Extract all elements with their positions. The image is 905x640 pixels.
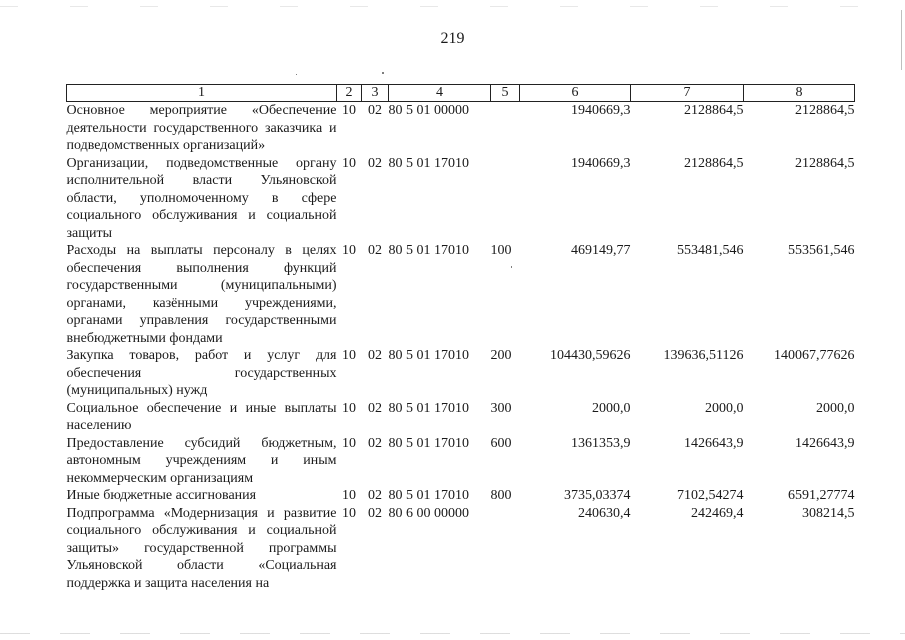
- column-header: 2: [337, 85, 362, 102]
- subsection-code: 02: [368, 243, 382, 258]
- expense-type-code: 200: [490, 348, 512, 363]
- amount-col7: 1426643,9: [684, 435, 744, 451]
- amount-col6: 104430,59626: [550, 348, 631, 363]
- column-header: 4: [389, 85, 491, 102]
- table-row: [67, 435, 855, 488]
- expense-type-code: 100: [490, 243, 512, 258]
- amount-col6: 1940669,3: [571, 103, 631, 118]
- amount-col7: 553481,546: [677, 243, 744, 258]
- row-description: Предоставление субсидий бюджетным, автономным учреждениям и иным некоммерческим организациям: [66, 435, 337, 486]
- amount-col8: 1426643,9: [795, 435, 855, 451]
- amount-col6: 2000,0: [592, 400, 631, 416]
- amount-col8: 553561,546: [788, 243, 855, 258]
- table-row: [67, 505, 855, 593]
- target-article-code: 80 5 01 17010: [388, 488, 469, 503]
- section-code: 10: [342, 348, 356, 363]
- column-header: 5: [491, 85, 520, 102]
- subsection-code: 02: [368, 348, 382, 363]
- row-description: Социальное обеспечение и иные выплаты населению: [66, 400, 337, 433]
- section-code: 10: [342, 488, 356, 503]
- table-row: [67, 487, 855, 505]
- target-article-code: 80 5 01 17010: [388, 435, 469, 451]
- row-description: Организации, подведомственные органу исполнительной власти Ульяновской области, уполномоченному в сфере социального обслуживания и социальной защиты: [66, 155, 337, 241]
- row-description: Основное мероприятие «Обеспечение деятельности государственного заказчика и подведомственных организаций»: [66, 103, 337, 153]
- column-header: 1: [67, 85, 337, 102]
- section-code: 10: [342, 155, 356, 171]
- subsection-code: 02: [368, 435, 382, 451]
- amount-col8: 2000,0: [816, 400, 855, 416]
- scan-edge-bottom: [0, 633, 905, 634]
- column-header: 3: [362, 85, 389, 102]
- row-description: Иные бюджетные ассигнования: [66, 488, 257, 503]
- subsection-code: 02: [368, 155, 382, 171]
- section-code: 10: [342, 103, 356, 118]
- target-article-code: 80 6 00 00000: [388, 505, 469, 521]
- target-article-code: 80 5 01 17010: [388, 400, 469, 416]
- amount-col6: 1940669,3: [571, 155, 631, 171]
- amount-col6: 1361353,9: [571, 435, 631, 451]
- amount-col8: 2128864,5: [795, 155, 855, 171]
- amount-col8: 2128864,5: [795, 103, 855, 118]
- subsection-code: 02: [368, 488, 382, 503]
- amount-col8: 308214,5: [802, 505, 855, 521]
- section-code: 10: [342, 505, 356, 521]
- column-header: 8: [744, 85, 855, 102]
- budget-table: [66, 84, 855, 592]
- target-article-code: 80 5 01 17010: [388, 348, 469, 363]
- amount-col6: 240630,4: [578, 505, 631, 521]
- amount-col6: 469149,77: [571, 243, 631, 258]
- amount-col7: 139636,51126: [663, 348, 744, 363]
- column-header: 7: [631, 85, 744, 102]
- table-row: [67, 242, 855, 347]
- expense-type-code: [491, 102, 520, 155]
- subsection-code: 02: [368, 103, 382, 118]
- amount-col7: 242469,4: [691, 505, 744, 521]
- target-article-code: 80 5 01 17010: [388, 155, 469, 171]
- row-description: Закупка товаров, работ и услуг для обеспечения государственных (муниципальных) нужд: [66, 348, 337, 398]
- table-row: [67, 347, 855, 400]
- amount-col7: 2000,0: [705, 400, 744, 416]
- amount-col7: 2128864,5: [684, 155, 744, 171]
- target-article-code: 80 5 01 00000: [388, 103, 469, 118]
- expense-type-code: 600: [490, 435, 512, 451]
- amount-col8: 140067,77626: [774, 348, 855, 363]
- table-row: [67, 155, 855, 243]
- amount-col7: 2128864,5: [684, 103, 744, 118]
- amount-col8: 6591,27774: [788, 488, 855, 503]
- scan-edge-top: [0, 6, 905, 7]
- section-code: 10: [342, 435, 356, 451]
- section-code: 10: [342, 243, 356, 258]
- subsection-code: 02: [368, 400, 382, 416]
- expense-type-code: 800: [490, 488, 512, 503]
- column-header: 6: [520, 85, 631, 102]
- scan-speck: [296, 74, 297, 75]
- table-row: [67, 400, 855, 435]
- table-header-row: [67, 85, 855, 102]
- expense-type-code: [491, 505, 520, 593]
- expense-type-code: 300: [490, 400, 512, 416]
- section-code: 10: [342, 400, 356, 416]
- page-number: 219: [440, 30, 465, 47]
- amount-col6: 3735,03374: [564, 488, 631, 503]
- table-row: [67, 102, 855, 155]
- scan-speck: [382, 72, 384, 74]
- subsection-code: 02: [368, 505, 382, 521]
- expense-type-code: [491, 155, 520, 243]
- row-description: Подпрограмма «Модернизация и развитие социального обслуживания и социальной защиты» государственной программы Ульяновской области «Социальная поддержка и защита населения на: [66, 505, 337, 591]
- amount-col7: 7102,54274: [677, 488, 744, 503]
- row-description: Расходы на выплаты персоналу в целях обеспечения выполнения функций государственными (муниципальными) органами, казёнными учреждениями, органами управления государственными внебюджетными фондами: [66, 243, 337, 346]
- target-article-code: 80 5 01 17010: [388, 243, 469, 258]
